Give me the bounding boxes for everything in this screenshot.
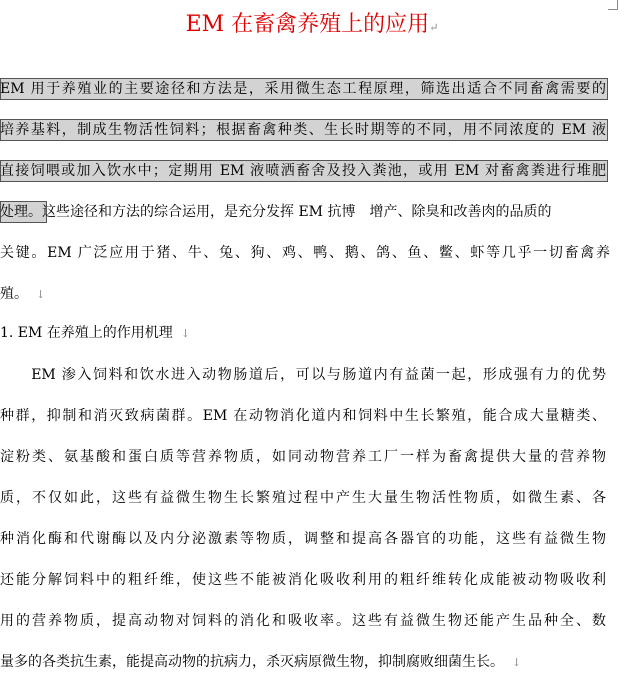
intro-line-5: 关键。EM 广泛应用于猪、牛、兔、狗、鸡、鸭、鹅、鸽、鱼、鳖、虾等几乎一切畜禽养 <box>0 245 610 261</box>
section-1-line-6: 还能分解饲料中的粗纤维，使这些不能被消化吸收利用的粗纤维转化成能被动物吸收利 <box>0 572 606 588</box>
section-1-line-3: 淀粉类、氨基酸和蛋白质等营养物质，如同动物营养工厂一样为畜禽提供大量的营养物 <box>0 449 606 465</box>
intro-line-4[interactable] <box>0 202 610 222</box>
intro-line-4-highlight[interactable]: 处理。 <box>0 204 42 220</box>
document-title: EM 在畜禽养殖上的应用↵ <box>185 12 439 37</box>
intro-line-3[interactable]: 直接饲喂或加入饮水中；定期用 EM 液喷洒畜舍及投入粪池，或用 EM 对畜禽粪进行堆肥 <box>0 163 606 179</box>
section-1-line-5: 种消化酶和代谢酶以及内分泌激素等物质，调整和提高各器官的功能，这些有益微生物 <box>0 531 606 547</box>
intro-line-4-rest: 这些途径和方法的综合运用，是充分发挥 EM 抗博 增产、除臭和改善肉的品质的 <box>42 204 552 220</box>
section-1-line-7: 用的营养物质，提高动物对饲料的消化和吸收率。这些有益微生物还能产生品种全、数 <box>0 613 606 629</box>
intro-line-6: 殖。 ↓ <box>0 286 46 302</box>
paragraph-mark: ↵ <box>429 21 439 34</box>
line-break-mark: ↓ <box>36 288 46 301</box>
section-1-heading: 1. EM 在养殖上的作用机理 ↓ <box>0 325 191 341</box>
line-break-mark: ↓ <box>180 327 191 340</box>
section-1-line-2: 种群，抑制和消灭致病菌群。EM 在动物消化道内和饲料中生长繁殖，能合成大量糖类、 <box>0 408 606 424</box>
intro-line-1[interactable]: EM 用于养殖业的主要途径和方法是，采用微生态工程原理，筛选出适合不同畜禽需要的 <box>0 81 606 97</box>
section-1-line-8: 量多的各类抗生素，能提高动物的抗病力，杀灭病原微生物，抑制腐败细菌生长。 ↓ <box>0 654 522 670</box>
line-break-mark: ↓ <box>512 656 522 669</box>
intro-line-2[interactable]: 培养基料，制成生物活性饲料；根据畜禽种类、生长时期等的不同，用不同浓度的 EM 液 <box>0 122 606 138</box>
page-corner-mark <box>608 0 618 10</box>
section-1-line-4: 质，不仅如此，这些有益微生物生长繁殖过程中产生大量生物活性物质，如微生素、各 <box>0 490 606 506</box>
section-1-line-1: EM 渗入饲料和饮水进入动物肠道后，可以与肠道内有益菌一起，形成强有力的优势 <box>0 367 606 383</box>
